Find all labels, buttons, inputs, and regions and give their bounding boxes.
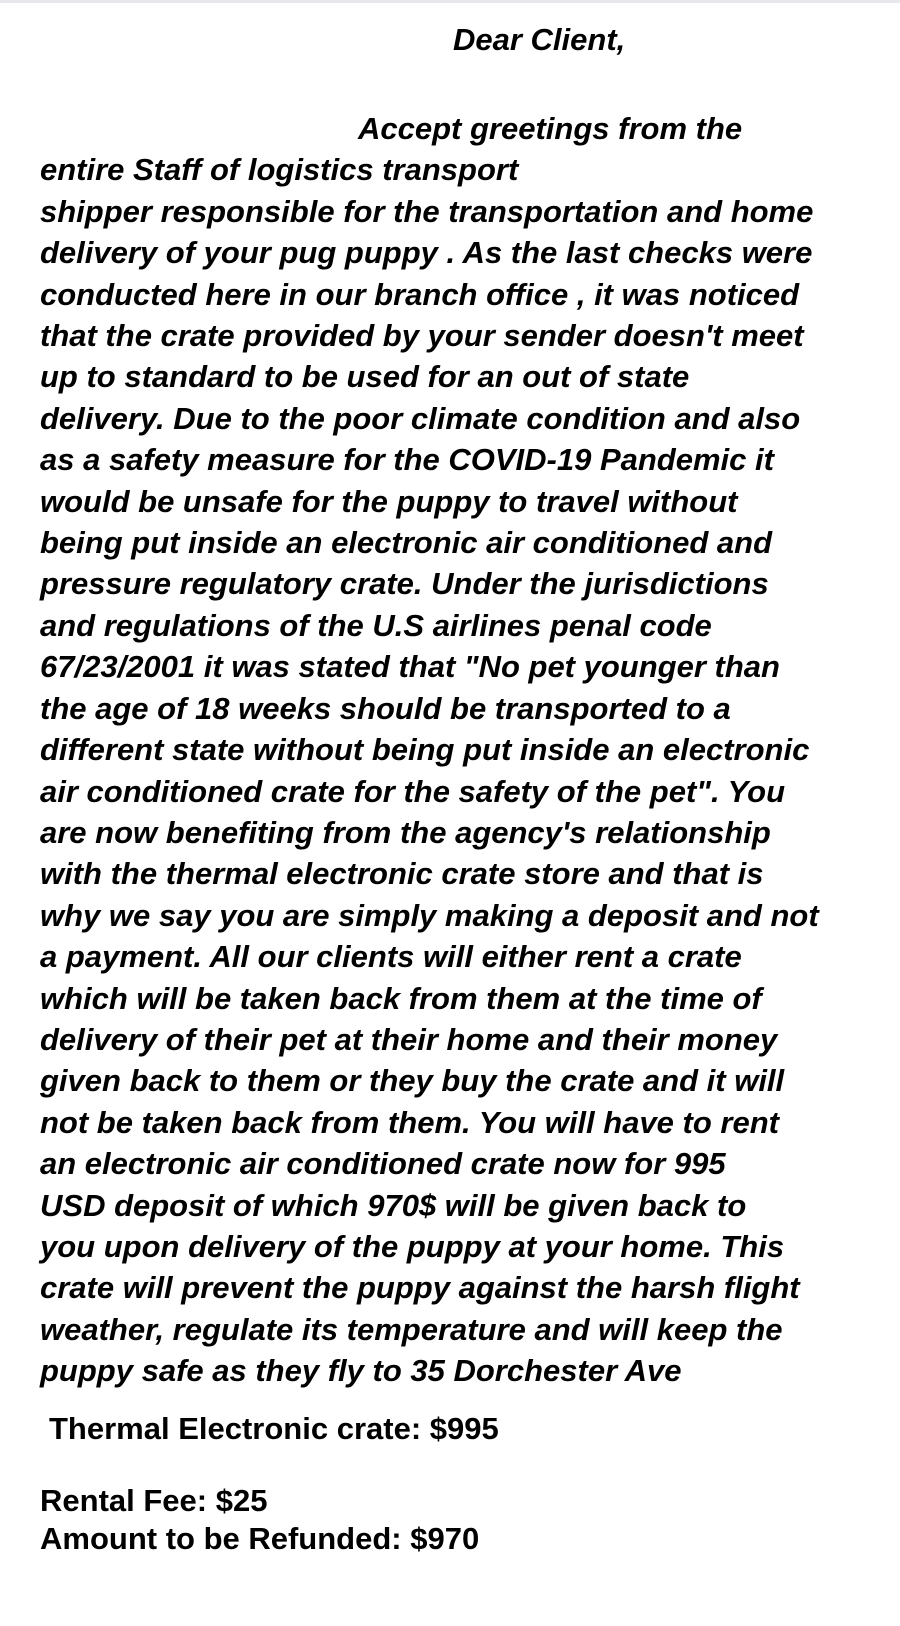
letter-line: different state without being put inside an electronic — [40, 732, 810, 768]
letter-line: and regulations of the U.S airlines penal code — [40, 607, 712, 643]
letter-line: as a safety measure for the COVID-19 Pandemic it — [40, 442, 774, 478]
letter-line: being put inside an electronic air conditioned and — [40, 525, 773, 561]
letter-line: given back to them or they buy the crate and it will — [40, 1063, 785, 1099]
letter-line: 67/23/2001 it was stated that "No pet younger than — [40, 649, 780, 685]
refund-amount: Amount to be Refunded: $970 — [40, 1521, 480, 1556]
letter-line: conducted here in our branch office , it was noticed — [40, 276, 800, 312]
letter-line: weather, regulate its temperature and will keep the — [40, 1311, 783, 1347]
letter-line: entire Staff of logistics transport — [40, 152, 519, 188]
letter-line: you upon delivery of the puppy at your home. This — [40, 1228, 785, 1264]
top-divider — [0, 0, 900, 3]
letter-line: Accept greetings from the — [358, 111, 743, 146]
letter-line: not be taken back from them. You will have to rent — [40, 1104, 779, 1140]
letter-line: why we say you are simply making a deposit and not — [40, 897, 819, 933]
crate-price: Thermal Electronic crate: $995 — [49, 1411, 499, 1446]
salutation: Dear Client, — [453, 22, 626, 57]
rental-fee: Rental Fee: $25 — [40, 1483, 268, 1518]
letter-line: delivery of your pug puppy . As the last checks were — [40, 235, 813, 271]
letter-line: delivery of their pet at their home and their money — [40, 1021, 778, 1057]
letter-line: with the thermal electronic crate store and that is — [40, 856, 764, 892]
fee-summary — [40, 1410, 499, 1558]
letter-body — [40, 18, 885, 1392]
letter-line: shipper responsible for the transportation and home — [40, 193, 814, 229]
letter-line: delivery. Due to the poor climate condition and also — [40, 400, 801, 436]
letter-line: USD deposit of which 970$ will be given back to — [40, 1187, 747, 1223]
letter-line: that the crate provided by your sender doesn't meet — [40, 318, 804, 354]
letter-line: air conditioned crate for the safety of the pet". You — [40, 773, 786, 809]
letter-line: an electronic air conditioned crate now for 995 — [40, 1146, 726, 1182]
letter-line: puppy safe as they fly to 35 Dorchester Ave — [40, 1353, 682, 1389]
letter-line: a payment. All our clients will either rent a crate — [40, 939, 742, 975]
letter-line: pressure regulatory crate. Under the jurisdictions — [40, 566, 769, 602]
letter-line: crate will prevent the puppy against the harsh flight — [40, 1270, 800, 1306]
letter-line: the age of 18 weeks should be transported to a — [40, 690, 731, 726]
letter-line: are now benefiting from the agency's relationship — [40, 814, 771, 850]
letter-line: which will be taken back from them at the time of — [40, 980, 762, 1016]
letter-line: would be unsafe for the puppy to travel without — [40, 483, 738, 519]
letter-line: up to standard to be used for an out of state — [40, 359, 690, 395]
